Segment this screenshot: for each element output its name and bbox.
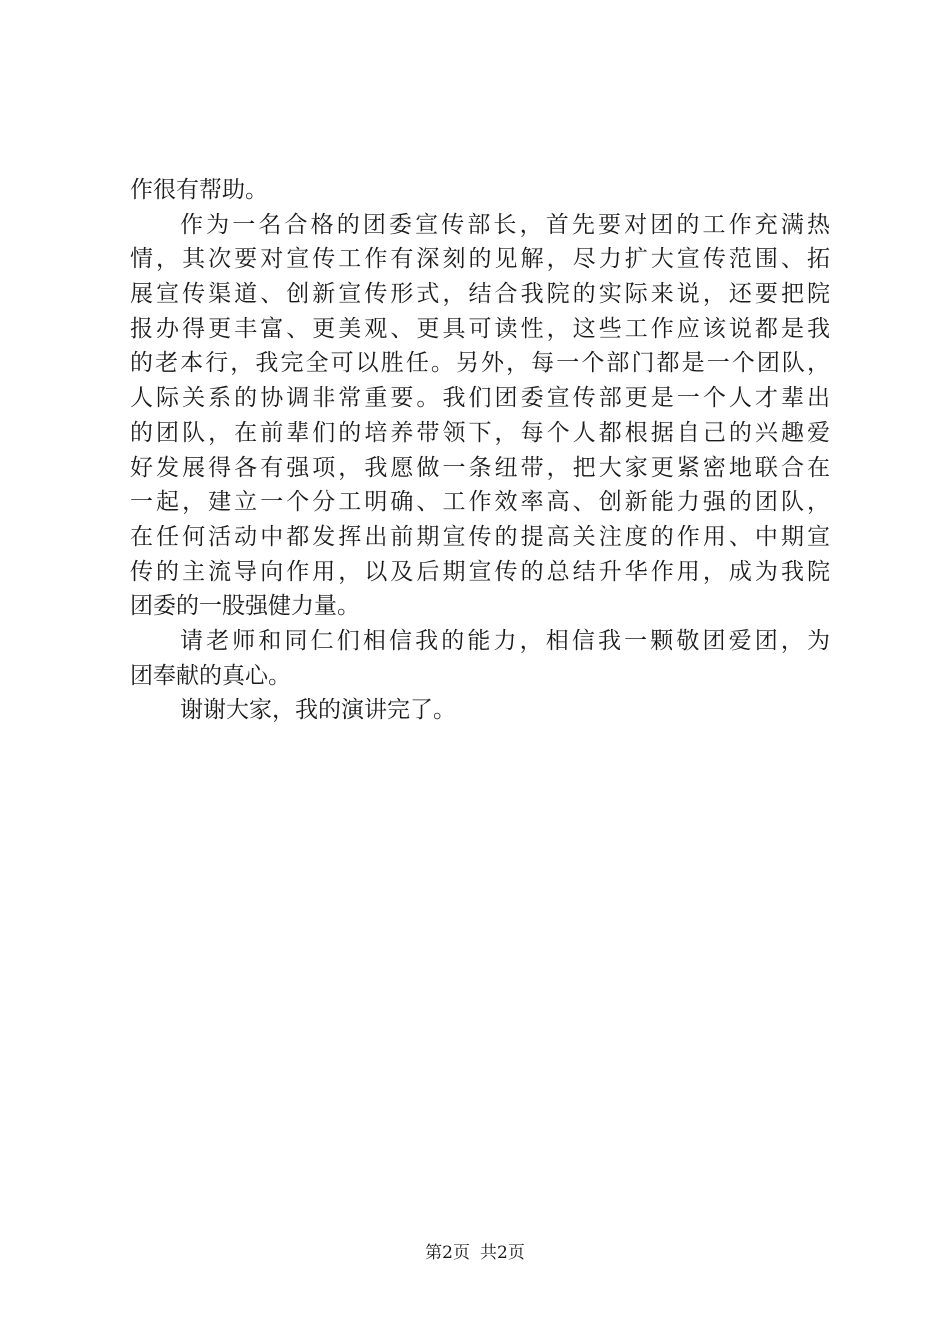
paragraph-line: 的老本行，我完全可以胜任。另外，每一个部门都是一个团队， <box>130 350 830 377</box>
page-footer <box>0 1241 950 1265</box>
paragraph-line: 团奉献的真心。 <box>130 662 291 689</box>
paragraph-line: 作很有帮助。 <box>130 177 268 203</box>
paragraph-line: 一起，建立一个分工明确、工作效率高、创新能力强的团队， <box>130 489 830 516</box>
paragraph-line: 团委的一股强健力量。 <box>130 593 360 620</box>
paragraph-line: 谢谢大家，我的演讲完了。 <box>180 697 456 724</box>
paragraph-line: 报办得更丰富、更美观、更具可读性，这些工作应该说都是我 <box>130 315 830 342</box>
speech-body <box>130 173 830 728</box>
paragraph-line: 在任何活动中都发挥出前期宣传的提高关注度的作用、中期宣 <box>130 523 830 550</box>
paragraph-line: 请老师和同仁们相信我的能力，相信我一颗敬团爱团，为 <box>180 627 830 654</box>
paragraph-line: 人际关系的协调非常重要。我们团委宣传部更是一个人才辈出 <box>130 385 830 412</box>
paragraph-line: 情，其次要对宣传工作有深刻的见解，尽力扩大宣传范围、拓 <box>130 246 830 273</box>
paragraph-line: 传的主流导向作用，以及后期宣传的总结升华作用，成为我院 <box>130 558 830 585</box>
paragraph-line: 作为一名合格的团委宣传部长，首先要对团的工作充满热 <box>180 211 830 238</box>
paragraph-line: 的团队，在前辈们的培养带领下，每个人都根据自己的兴趣爱 <box>130 419 830 446</box>
page-total: 共2页 <box>480 1243 525 1263</box>
paragraph-line: 好发展得各有强项，我愿做一条纽带，把大家更紧密地联合在 <box>130 454 830 481</box>
page-number: 第2页 <box>425 1243 470 1263</box>
paragraph-line: 展宣传渠道、创新宣传形式，结合我院的实际来说，还要把院 <box>130 281 830 308</box>
